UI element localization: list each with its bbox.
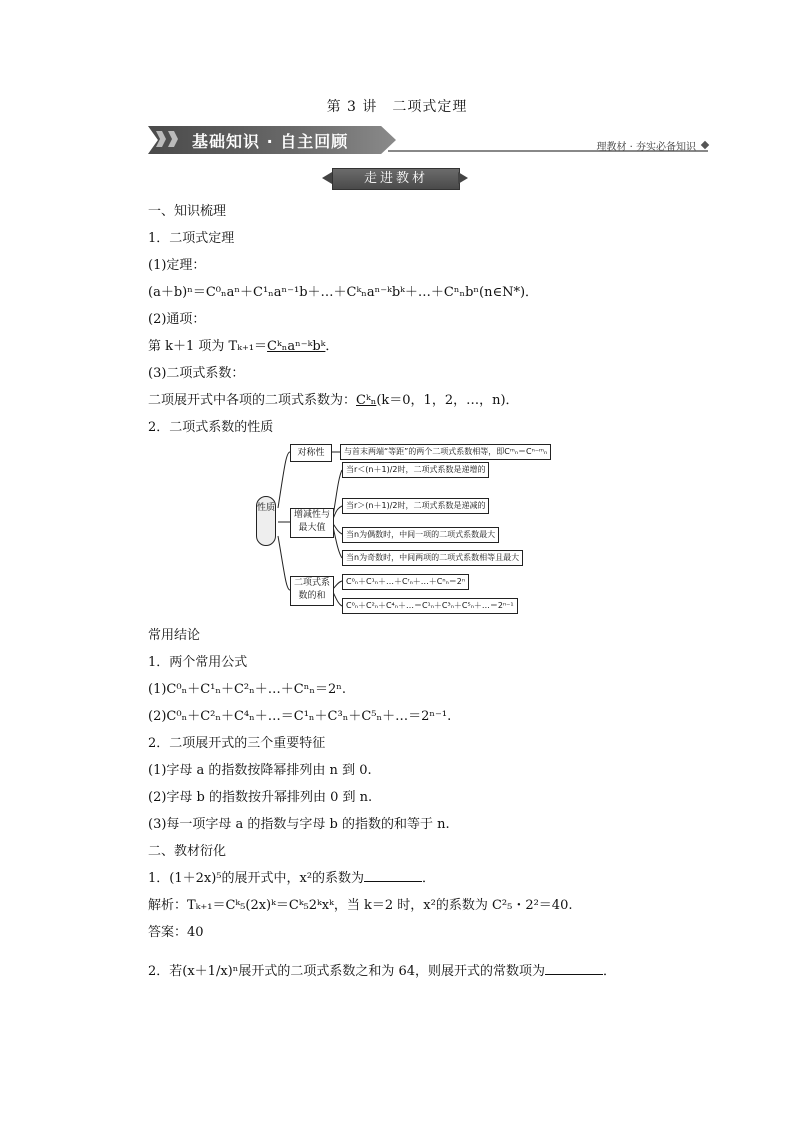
text-line: (2)通项：: [148, 312, 206, 327]
heading-two-formulas: 1．两个常用公式: [148, 655, 248, 670]
diagram-root: 性质: [256, 496, 276, 546]
banner-right-text: 理教材 · 夯实必备知识: [596, 142, 696, 153]
answer-blank: [364, 869, 422, 882]
question-2: [148, 960, 616, 979]
leaf-sum-even-odd: C⁰ₙ＋C²ₙ＋C⁴ₙ＋…＝C¹ₙ＋C³ₙ＋C⁵ₙ＋…＝2ⁿ⁻¹: [342, 598, 518, 614]
arrow-left-icon: [322, 172, 332, 184]
branch-monotonic: 增减性与最大值: [290, 508, 334, 538]
properties-diagram: [250, 440, 570, 615]
formula-line: (a＋b)ⁿ＝C⁰ₙaⁿ＋C¹ₙaⁿ⁻¹b＋…＋Cᵏₙaⁿ⁻ᵏbᵏ＋…＋Cⁿₙbⁿ(n∈N*)．: [148, 285, 539, 300]
text-span: 第 k＋1 项为 Tₖ₊₁＝: [148, 339, 268, 354]
text-line: (3)每一项字母 a 的指数与字母 b 的指数的和等于 n.: [148, 817, 450, 832]
answer-blank: [545, 962, 603, 975]
text-span: ．: [603, 964, 617, 979]
heading-knowledge: 一、知识梳理: [148, 204, 227, 219]
text-line: (3)二项式系数：: [148, 366, 245, 381]
coefficient-line: [148, 389, 519, 408]
leaf-sum-all: C⁰ₙ＋C¹ₙ＋…＋Cʳₙ＋…＋Cⁿₙ＝2ⁿ: [342, 574, 469, 590]
leaf-symmetry: 与首末两端“等距”的两个二项式系数相等，即Cᵐₙ＝Cⁿ⁻ᵐₙ: [340, 444, 551, 460]
text-span: 1．(1＋2x)⁵的展开式中，x²的系数为: [148, 871, 365, 886]
text-span: 2．若(x＋1/x)ⁿ展开式的二项式系数之和为 64，则展开式的常数项为: [148, 964, 546, 979]
section-banner: [148, 126, 708, 154]
underlined-answer: Cᵏₙaⁿ⁻ᵏbᵏ: [267, 339, 326, 354]
heading-properties: 2．二项式系数的性质: [148, 420, 274, 435]
text-span: ．: [422, 871, 436, 886]
heading-textbook: 二、教材衍化: [148, 844, 227, 859]
formula-line: (2)C⁰ₙ＋C²ₙ＋C⁴ₙ＋…＝C¹ₙ＋C³ₙ＋C⁵ₙ＋…＝2ⁿ⁻¹.: [148, 709, 452, 724]
leaf-odd-max: 当n为奇数时，中间两项的二项式系数相等且最大: [342, 550, 523, 566]
general-term-line: [148, 335, 338, 354]
heading-three-features: 2．二项展开式的三个重要特征: [148, 736, 326, 751]
text-line: (1)字母 a 的指数按降幂排列由 n 到 0.: [148, 763, 372, 778]
arrow-right-icon: [458, 172, 468, 184]
branch-sum: 二项式系数的和: [290, 576, 334, 606]
formula-line: (1)C⁰ₙ＋C¹ₙ＋C²ₙ＋…＋Cⁿₙ＝2ⁿ.: [148, 682, 346, 697]
section-tag: [322, 168, 468, 190]
diamond-icon: [701, 141, 709, 149]
text-line: (1)定理：: [148, 258, 206, 273]
leaf-decreasing: 当r＞(n＋1)/2时，二项式系数是递减的: [342, 498, 489, 514]
leaf-even-max: 当n为偶数时，中间一项的二项式系数最大: [342, 527, 499, 543]
question-1: [148, 867, 435, 886]
section-tag-label: 走进教材: [332, 168, 460, 190]
leaf-increasing: 当r＜(n＋1)/2时，二项式系数是递增的: [342, 462, 489, 478]
solution-line: 解析：Tₖ₊₁＝Cᵏ₅(2x)ᵏ＝Cᵏ₅2ᵏxᵏ，当 k＝2 时，x²的系数为 C²₅・2²＝40.: [148, 898, 573, 913]
page-title: 第 3 讲 二项式定理: [326, 99, 468, 115]
underlined-answer: Cᵏₙ: [356, 393, 377, 408]
text-line: (2)字母 b 的指数按升幂排列由 0 到 n.: [148, 790, 373, 805]
text-span: (k＝0，1，2，…，n)．: [376, 393, 519, 408]
branch-symmetry: 对称性: [290, 444, 332, 462]
text-span: ．: [325, 339, 339, 354]
heading-common-conclusions: 常用结论: [148, 628, 201, 643]
answer-line: 答案：40: [148, 925, 204, 940]
text-span: 二项展开式中各项的二项式系数为：: [148, 393, 357, 408]
heading-theorem: 1．二项式定理: [148, 231, 235, 246]
banner-left-text: 基础知识 · 自主回顾: [192, 132, 349, 151]
